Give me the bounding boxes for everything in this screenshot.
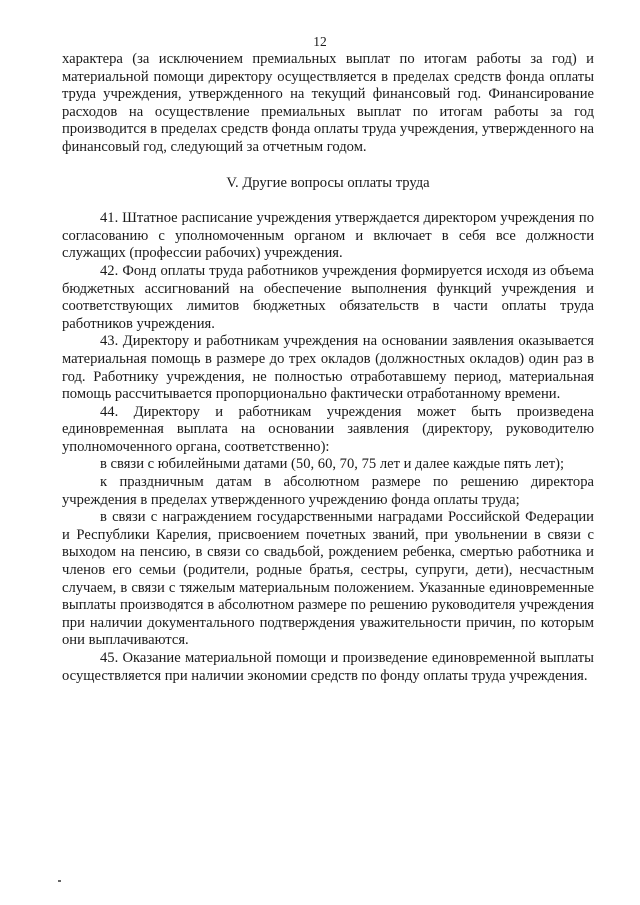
opening-paragraph: характера (за исключением премиальных выплат по итогам работы за год) и материальной помощи директору осуществляется в пределах средств фонда оплаты труда учреждения, утвержденного на текущий финансовый год. Финансирование расходов на осуществление премиальных выплат по итогам работы за год производится в пределах средств фонда оплаты труда учреждения, утвержденного на финансовый год, следующий за отчетным годом.: [62, 51, 594, 155]
section-heading: V. Другие вопросы оплаты труда: [226, 174, 430, 191]
scan-mark: [58, 880, 61, 882]
paragraph-42: 42. Фонд оплаты труда работников учреждения формируется исходя из объема бюджетных ассигнований на обеспечение выполнения функций учреждения и соответствующих лимитов бюджетных обязательств в части оплаты труда работников учреждения.: [62, 262, 594, 332]
paragraph-45: 45. Оказание материальной помощи и произведение единовременной выплаты осуществляется при наличии экономии средств по фонду оплаты труда учреждения.: [62, 650, 594, 684]
paragraph-41: 41. Штатное расписание учреждения утверждается директором учреждения по согласованию с уполномоченным органом и включает в себя все должности служащих (профессии рабочих) учреждения.: [62, 210, 594, 262]
paragraph-43: 43. Директору и работникам учреждения на основании заявления оказывается материальная помощь в размере до трех окладов (должностных окладов) один раз в год. Работнику учреждения, не полностью отработавшему период, материальная помощь рассчитывается пропорционально фактически отработанному времени.: [62, 333, 594, 403]
page-number: 12: [313, 34, 327, 49]
paragraph-44-item-2: к праздничным датам в абсолютном размере по решению директора учреждения в пределах утвержденного учреждению фонда оплаты труда;: [62, 474, 594, 508]
paragraph-44: 44. Директору и работникам учреждения может быть произведена единовременная выплата на основании заявления (директору, руководителю уполномоченного органа, соответственно):: [62, 403, 594, 455]
paragraph-44-item-3: в связи с награждением государственными наградами Российской Федерации и Республики Карелия, присвоением почетных званий, при увольнении в связи с выходом на пенсию, в связи со свадьбой, рождением ребенка, смертью работника и членов его семьи (родители, родные братья, сестры, супруги, дети), несчастным случаем, в связи с тяжелым материальным положением. Указанные единовременные выплаты производятся в абсолютном размере по решению руководителя учреждения при наличии документального подтверждения уважительности причин, по которым они выплачиваются.: [62, 509, 594, 649]
paragraph-44-item-1: в связи с юбилейными датами (50, 60, 70, 75 лет и далее каждые пять лет);: [100, 456, 565, 473]
document-body: [62, 51, 594, 685]
